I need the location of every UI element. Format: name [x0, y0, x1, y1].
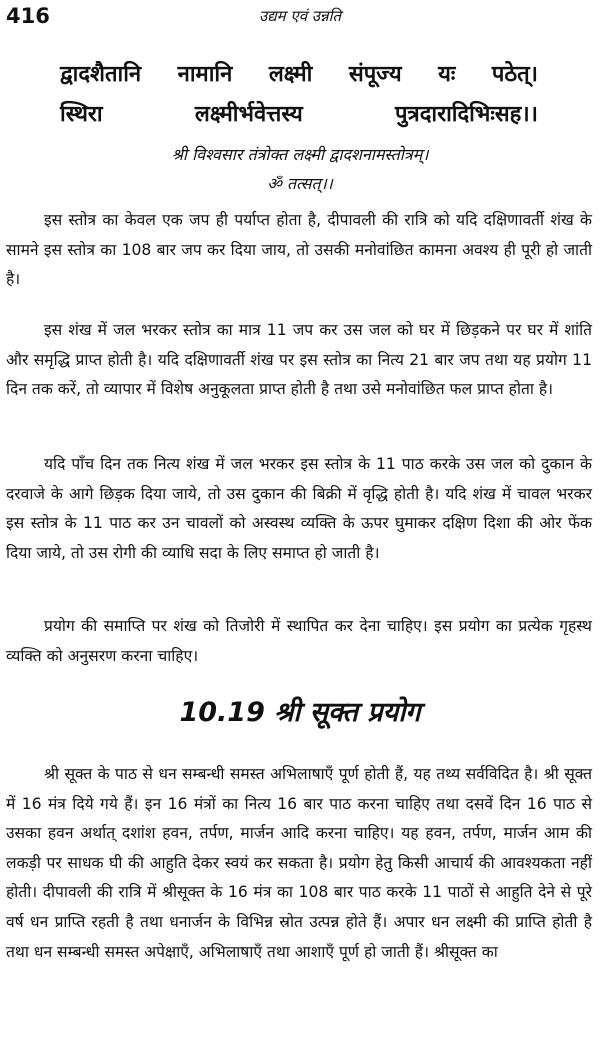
page-number: 416	[6, 4, 50, 28]
paragraph-1: इस स्तोत्र का केवल एक जप ही पर्याप्त होता है, दीपावली की रात्रि को यदि दक्षिणावर्ती शंख के सामने इस स्तोत्र का 108 बार जप कर दिया जाय, तो उसकी मनोवांछित कामना अवश्य ही पूरी हो जाती है।	[6, 211, 592, 289]
verse-line-1: द्वादशैतानि नामानि लक्ष्मी संपूज्य यः पठेत्।	[60, 62, 538, 87]
section-heading: 10.19 श्री सूक्त प्रयोग	[179, 697, 421, 728]
page-header	[0, 4, 600, 30]
colophon-line-1: श्री विश्वसार तंत्रोक्त लक्ष्मी द्वादशनामस्तोत्रम्।	[171, 145, 429, 164]
colophon-line-2: ॐ तत्सत्।।	[267, 174, 333, 193]
running-title: उद्यम एवं उन्नति	[258, 7, 342, 25]
verse-line-2: स्थिरा लक्ष्मीर्भवेत्तस्य पुत्रदारादिभिःसह।।	[60, 102, 538, 127]
section-paragraph: श्री सूक्त के पाठ से धन सम्बन्धी समस्त अभिलाषाएँ पूर्ण होती हैं, यह तथ्य सर्वविदित है। श्री सूक्त में 16 मंत्र दिये गये हैं। इन 16 मंत्रों का नित्य 16 बार पाठ करना चाहिए तथा दसवें दिन 16 पाठ से उसका हवन अर्थात् दशांश हवन, तर्पण, मार्जन आदि करना चाहिए। यह हवन, तर्पण, मार्जन आम की लकड़ी पर साधक घी की आहुति देकर स्वयं कर सकता है। प्रयोग हेतु किसी आचार्य की आवश्यकता नहीं होती। दीपावली की रात्रि में श्रीसूक्त के 16 मंत्र का 108 बार पाठ करके 11 पाठों से आहुति देने से पूरे वर्ष धन प्राप्ति रहती है तथा धनार्जन के विभिन्न स्रोत उत्पन्न होते हैं। अपार धन लक्ष्मी की प्राप्ति होती है तथा धन सम्बन्धी समस्त अपेक्षाएँ, अभिलाषाएँ तथा आशाएँ पूर्ण हो जाती हैं। श्रीसूक्त का	[6, 765, 592, 961]
paragraph-2: इस शंख में जल भरकर स्तोत्र का मात्र 11 जप कर उस जल को घर में छिड़कने पर घर में शांति और समृद्धि प्राप्त होती है। यदि दक्षिणावर्ती शंख पर इस स्तोत्र का नित्य 21 बार जप तथा यह प्रयोग 11 दिन तक करें, तो व्यापार में विशेष अनुकूलता प्राप्त होती है तथा उसे मनोवांछित फल प्राप्त होता है।	[6, 321, 592, 399]
paragraph-4: प्रयोग की समाप्ति पर शंख को तिजोरी में स्थापित कर देना चाहिए। इस प्रयोग का प्रत्येक गृहस्थ व्यक्ति को अनुसरण करना चाहिए।	[6, 617, 592, 665]
paragraph-3: यदि पाँच दिन तक नित्य शंख में जल भरकर इस स्तोत्र के 11 पाठ करके उस जल को दुकान के दरवाजे के आगे छिड़क दिया जाये, तो उस दुकान की बिक्री में वृद्धि होती है। यदि शंख में चावल भरकर इस स्तोत्र के 11 पाठ कर उन चावलों को अस्वस्थ व्यक्ति के ऊपर घुमाकर दक्षिण दिशा की ओर फेंक दिया जाये, तो उस रोगी की व्याधि सदा के लिए समाप्त हो जाती है।	[6, 455, 592, 562]
